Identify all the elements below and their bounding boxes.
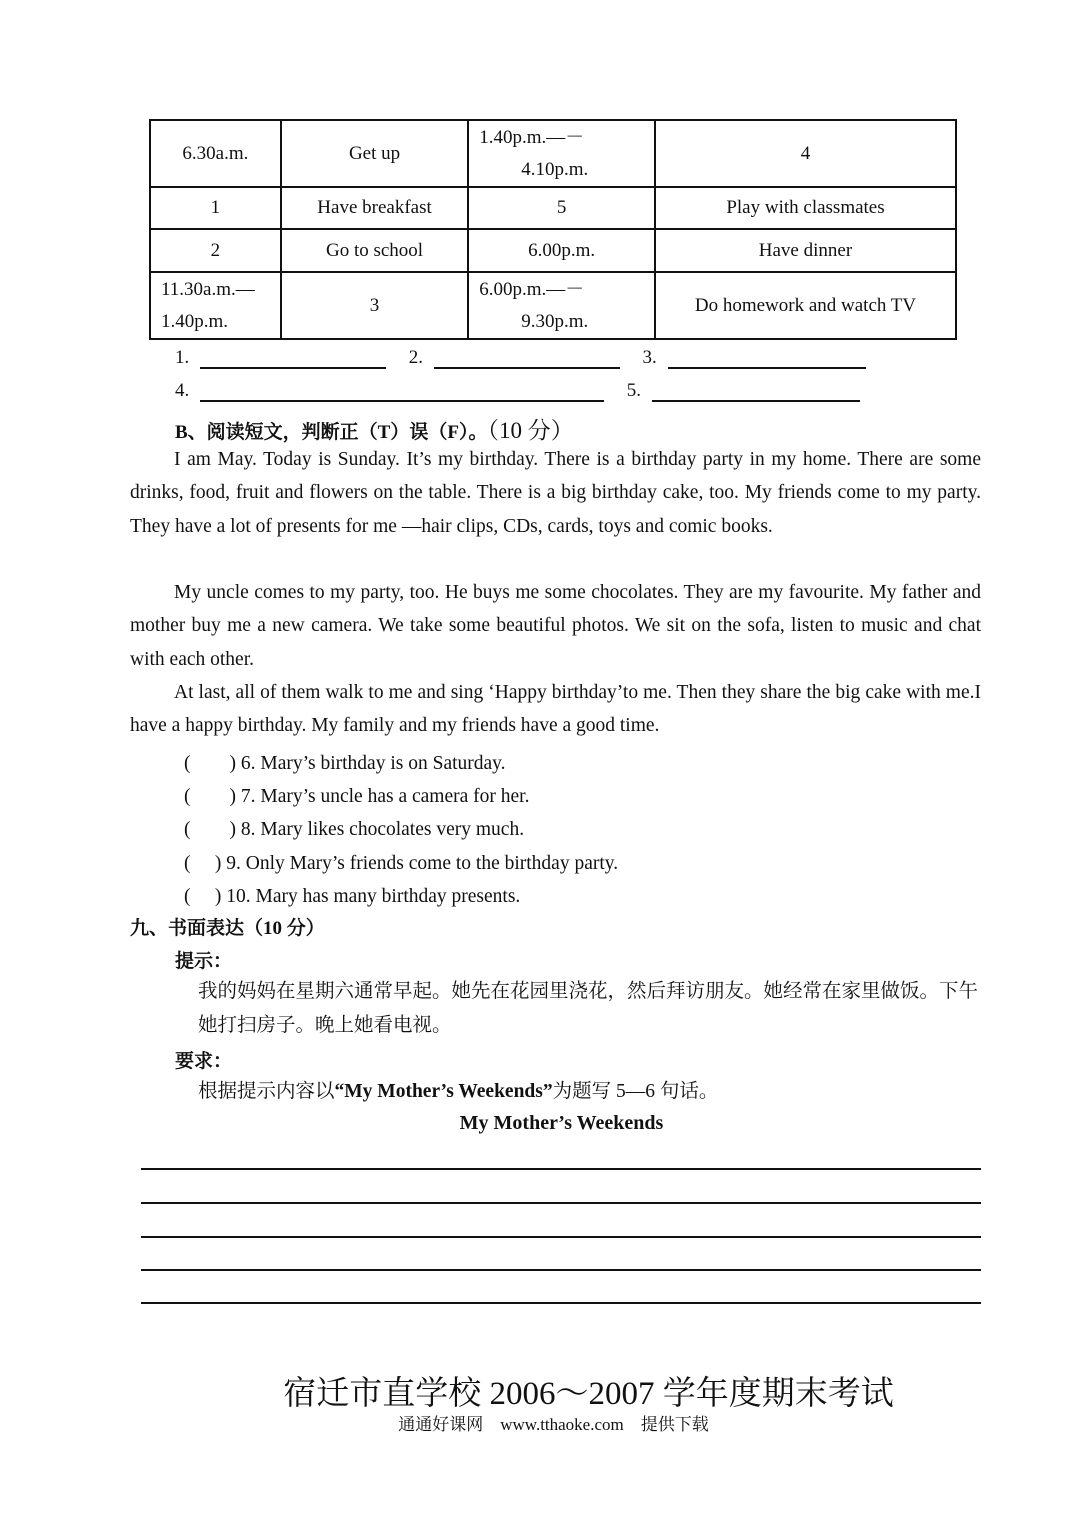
answer-blanks-row-1 [175, 347, 866, 369]
cell-line: 1.40p.m. [161, 310, 229, 332]
cell-line: 4.10p.m. [521, 158, 589, 180]
hint-label: 提示： [175, 951, 233, 972]
question-6[interactable]: ( ) 6. Mary’s birthday is on Saturday. [184, 753, 506, 774]
writing-line[interactable] [141, 1302, 981, 1304]
writing-line[interactable] [141, 1202, 981, 1204]
hint-text: 我的妈妈在星期六通常早起。她先在花园里浇花，然后拜访朋友。她经常在家里做饭。下午她打扫房子。晚上她看电视。 [198, 981, 979, 1036]
table-cell: 4 [655, 120, 956, 187]
requirement-text-post: 为题写 5—6 句话。 [552, 1081, 719, 1102]
table-row [150, 229, 956, 272]
essay-title: My Mother’s Weekends [459, 1112, 664, 1134]
cell-line: 11.30a.m.— [161, 278, 255, 300]
cell-line: 9.30p.m. [521, 310, 589, 332]
requirement-text [198, 1075, 718, 1109]
question-9[interactable]: ( ) 9. Only Mary’s friends come to the birthday party. [184, 853, 619, 874]
table-cell: 2 [150, 229, 281, 272]
writing-line[interactable] [141, 1168, 981, 1170]
passage-paragraph-3 [130, 676, 981, 743]
blank-number: 2. [408, 347, 423, 368]
table-row [150, 272, 956, 339]
section-9-title: 九、书面表达（10 分） [130, 918, 325, 939]
section-b-score: （10 分） [487, 418, 574, 443]
answer-blank-3[interactable] [668, 347, 866, 369]
requirement-title-ref: “My Mother’s Weekends” [334, 1081, 553, 1102]
blank-number: 5. [626, 380, 641, 401]
table-cell: Have breakfast [281, 187, 468, 229]
cell-line: 6.00p.m.—－ [479, 278, 585, 300]
table-cell: 6.00p.m. [468, 229, 655, 272]
section-b-heading [175, 412, 574, 445]
table-cell: 3 [281, 272, 468, 339]
section-b-title: B、阅读短文，判断正（T）误（F）。 [175, 422, 488, 443]
question-8[interactable]: ( ) 8. Mary likes chocolates very much. [184, 819, 525, 840]
table-cell: Have dinner [655, 229, 956, 272]
requirement-text-pre: 根据提示内容以 [198, 1081, 335, 1102]
answer-blank-1[interactable] [200, 347, 386, 369]
passage-paragraph-2 [130, 576, 981, 676]
table-cell: 6.30a.m. [150, 120, 281, 187]
table-cell: Do homework and watch TV [655, 272, 956, 339]
answer-blank-2[interactable] [434, 347, 620, 369]
table-cell: 1 [150, 187, 281, 229]
paragraph-text: At last, all of them walk to me and sing ‘Happy birthday’to me. Then they share the big cake with me.I have a happy birthday. My family and my friends have a good time. [130, 682, 981, 737]
table-cell [468, 120, 655, 187]
schedule-table [149, 119, 957, 340]
question-7[interactable]: ( ) 7. Mary’s uncle has a camera for her. [184, 786, 530, 807]
table-cell [150, 272, 281, 339]
footer-source: 通通好课网 www.tthaoke.com 提供下载 [398, 1415, 709, 1434]
writing-line[interactable] [141, 1269, 981, 1271]
writing-line[interactable] [141, 1236, 981, 1238]
passage-paragraph-1 [130, 443, 981, 543]
blank-number: 4. [175, 380, 190, 401]
paragraph-text: I am May. Today is Sunday. It’s my birthday. There is a birthday party in my home. There are some drinks, food, fruit and flowers on the table. There is a big birthday cake, too. My friends come to my party. They have a lot of presents for me —hair clips, CDs, cards, toys and comic books. [130, 449, 981, 537]
blank-number: 1. [175, 347, 190, 368]
paragraph-text: My uncle comes to my party, too. He buys me some chocolates. They are my favourite. My father and mother buy me a new camera. We take some beautiful photos. We sit on the sofa, listen to music and chat with each other. [130, 582, 981, 670]
table-row [150, 120, 956, 187]
requirement-label: 要求： [175, 1051, 233, 1072]
table-cell: Go to school [281, 229, 468, 272]
cell-line: 1.40p.m.—－ [479, 126, 585, 148]
table-cell: 5 [468, 187, 655, 229]
table-row [150, 187, 956, 229]
answer-blank-4[interactable] [200, 380, 604, 402]
blank-number: 3. [642, 347, 657, 368]
answer-blank-5[interactable] [652, 380, 860, 402]
answer-blanks-row-2 [175, 380, 860, 402]
table-cell: Get up [281, 120, 468, 187]
footer-title: 宿迁市直学校 2006～2007 学年度期末考试 [283, 1376, 894, 1412]
question-10[interactable]: ( ) 10. Mary has many birthday presents. [184, 886, 521, 907]
table-cell [468, 272, 655, 339]
table-cell: Play with classmates [655, 187, 956, 229]
